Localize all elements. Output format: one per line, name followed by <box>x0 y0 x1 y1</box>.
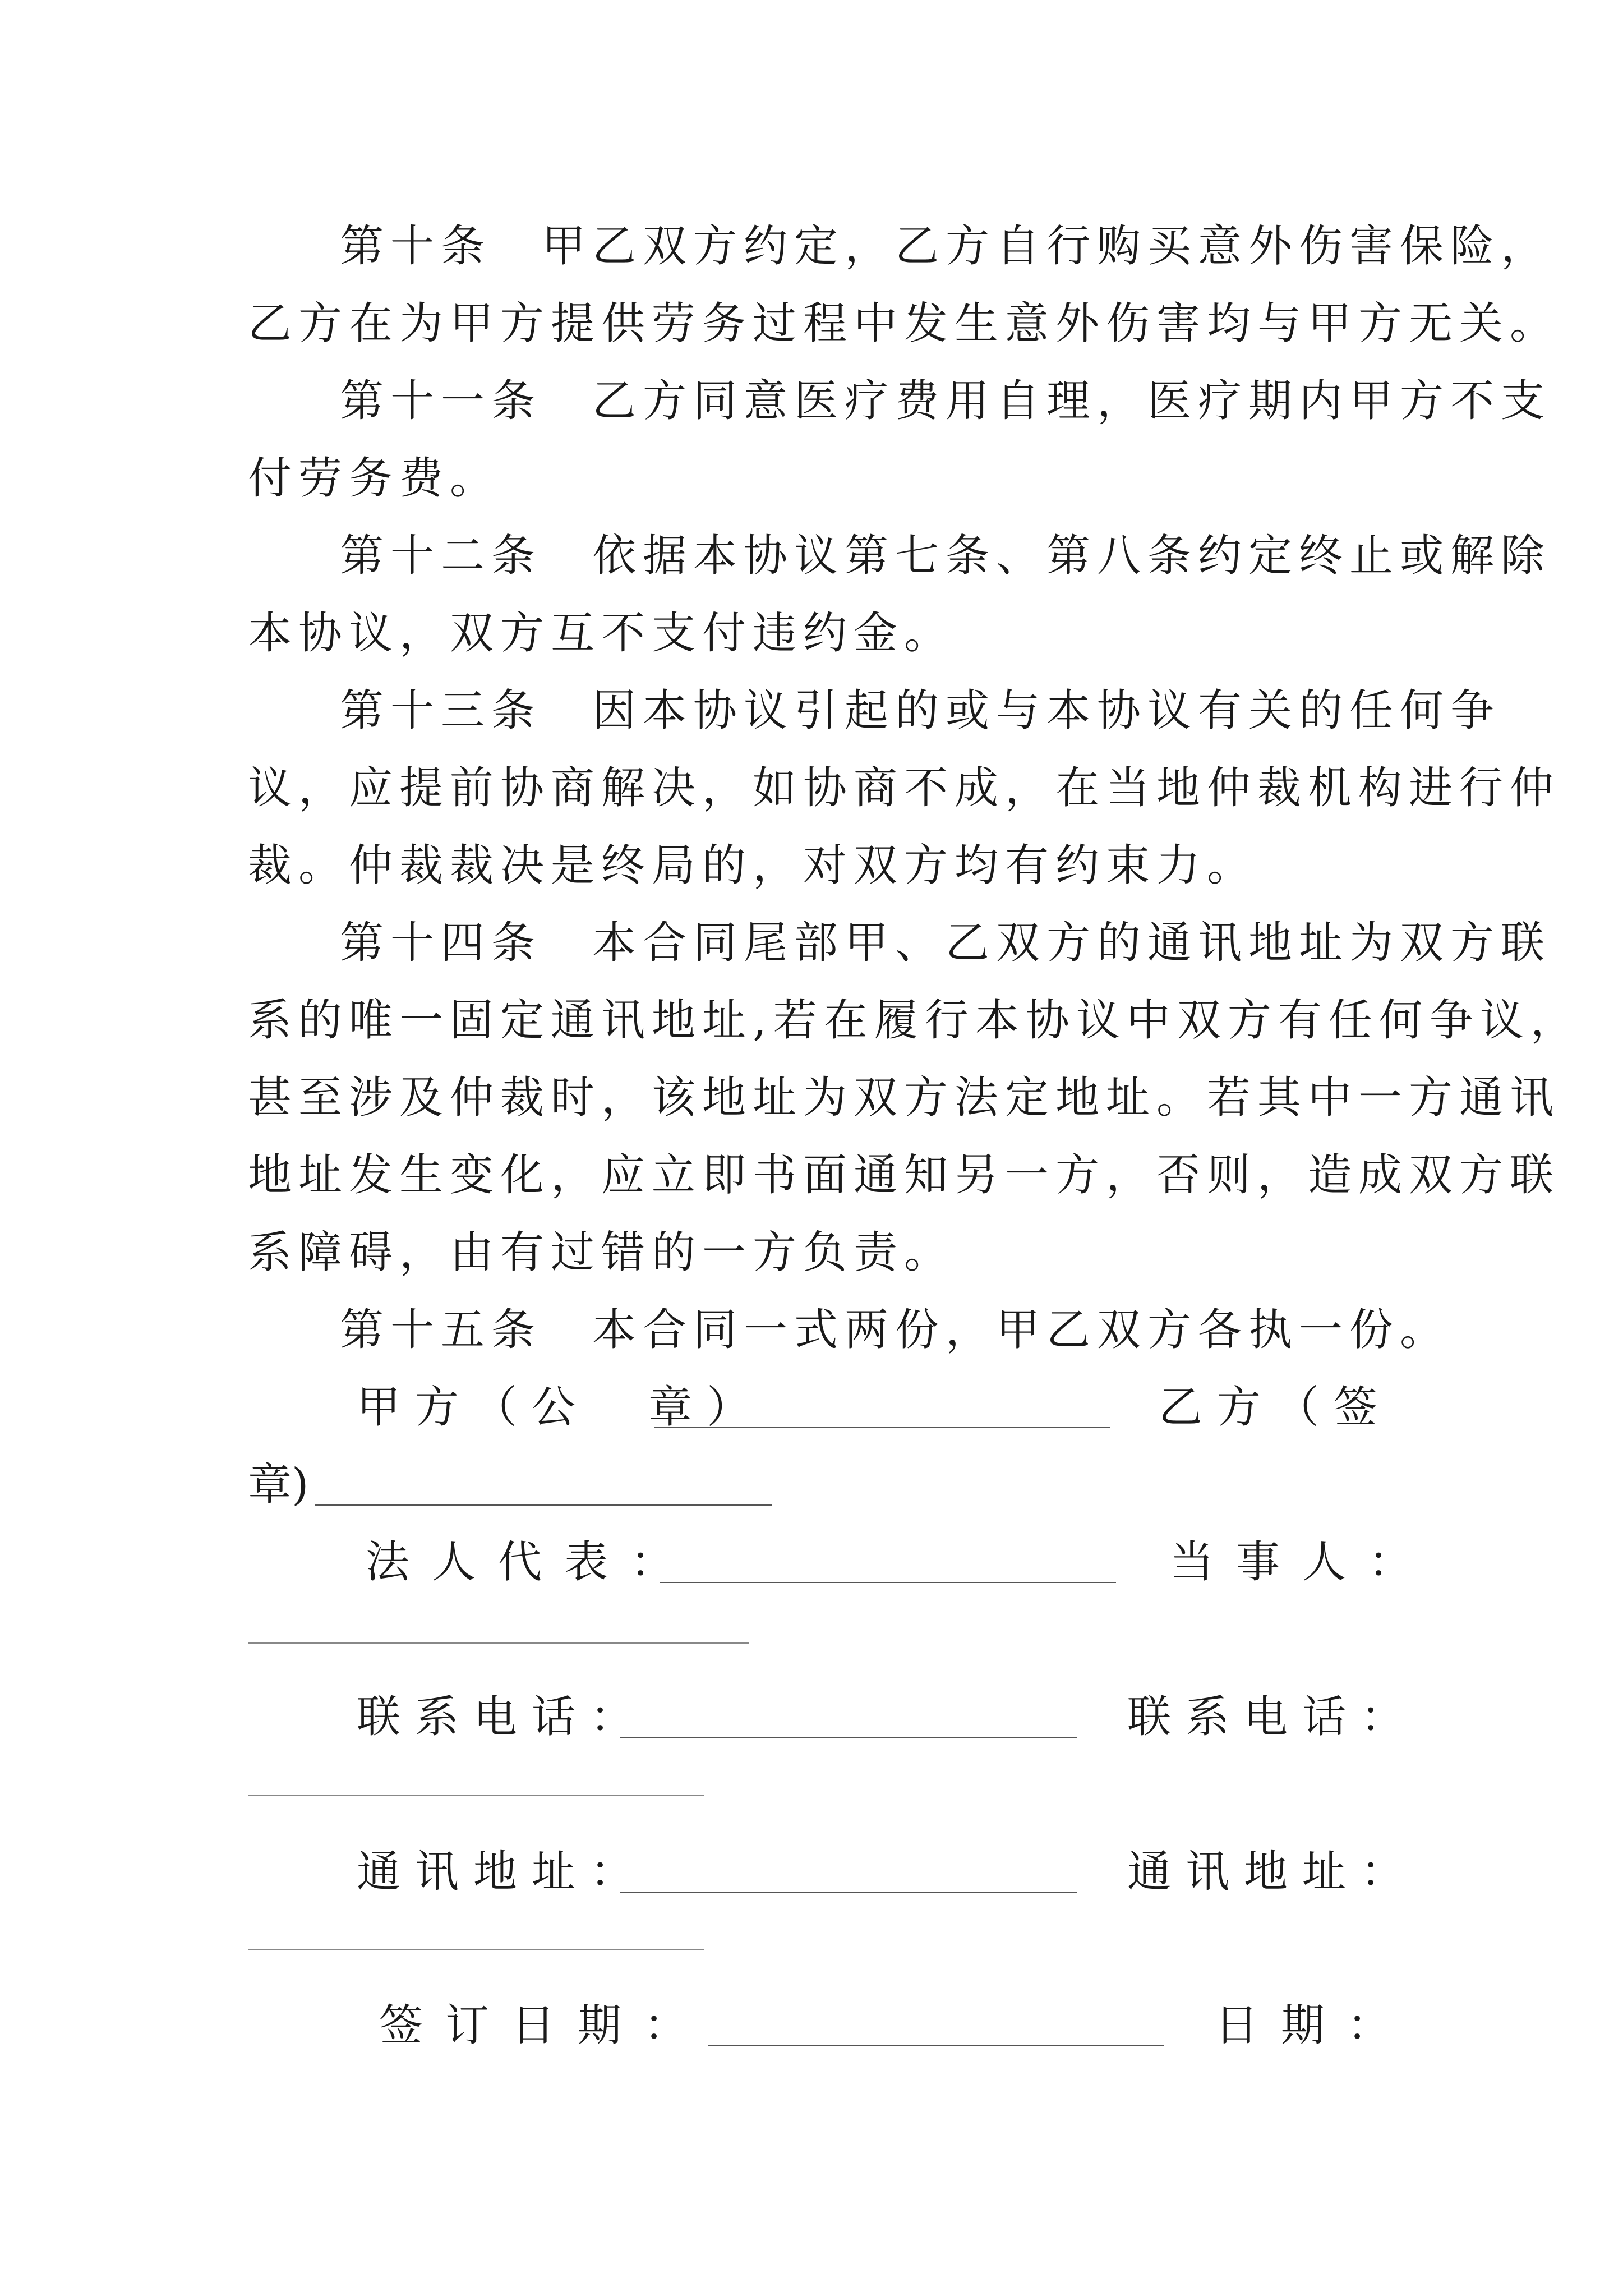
party-a-seal-blank[interactable] <box>654 1392 1110 1428</box>
article-14-line-4: 地址发生变化，应立即书面通知另一方，否则，造成双方联 <box>248 1150 1561 1200</box>
article-13-line-1: 第十三条 因本协议引起的或与本协议有关的任何争 <box>340 685 1501 736</box>
article-14-line-1: 第十四条 本合同尾部甲、乙双方的通讯地址为双方联 <box>340 918 1552 968</box>
article-11-line-2: 付劳务费。 <box>248 453 501 504</box>
party-b-sign-label: 乙方（签 <box>1159 1382 1393 1433</box>
address-a-blank[interactable] <box>620 1857 1077 1893</box>
address-b-label: 通讯地址： <box>1127 1847 1419 1897</box>
article-12-line-1: 第十二条 依据本协议第七条、第八条约定终止或解除 <box>340 531 1552 581</box>
article-15-line-1: 第十五条 本合同一式两份，甲乙双方各执一份。 <box>340 1305 1451 1355</box>
date-b-label: 日期： <box>1215 2000 1414 2051</box>
phone-b-blank[interactable] <box>248 1795 704 1796</box>
phone-a-label: 联系电话： <box>357 1692 649 1742</box>
party-b-person-blank[interactable] <box>248 1642 749 1644</box>
article-11-line-1: 第十一条 乙方同意医疗费用自理，医疗期内甲方不支 <box>340 376 1552 426</box>
sign-date-label: 签订日期： <box>379 2000 711 2051</box>
article-10-line-1: 第十条 甲乙双方约定，乙方自行购买意外伤害保险， <box>340 221 1552 272</box>
sign-date-blank[interactable] <box>708 2010 1164 2046</box>
legal-rep-blank[interactable] <box>660 1547 1116 1583</box>
article-14-line-2: 系的唯一固定通讯地址,若在履行本协议中双方有任何争议， <box>248 995 1581 1046</box>
phone-a-blank[interactable] <box>620 1702 1077 1738</box>
article-14-line-5: 系障碍，由有过错的一方负责。 <box>248 1227 955 1278</box>
article-13-line-2: 议，应提前协商解决，如协商不成，在当地仲裁机构进行仲 <box>248 763 1561 813</box>
party-a-seal-label: 甲方（公 章） <box>357 1382 766 1433</box>
article-12-line-2: 本协议，双方互不支付违约金。 <box>248 608 955 659</box>
party-b-sign-blank[interactable] <box>315 1470 772 1506</box>
phone-b-label: 联系电话： <box>1127 1692 1419 1742</box>
article-14-line-3: 甚至涉及仲裁时，该地址为双方法定地址。若其中一方通讯 <box>248 1073 1561 1123</box>
address-b-blank[interactable] <box>248 1949 704 1950</box>
article-10-line-2: 乙方在为甲方提供劳务过程中发生意外伤害均与甲方无关。 <box>248 298 1561 349</box>
legal-rep-label: 法人代表： <box>366 1537 697 1588</box>
party-b-person-label: 当事人： <box>1170 1537 1435 1588</box>
party-b-sign-label-cont: 章) <box>248 1460 309 1510</box>
article-13-line-3: 裁。仲裁裁决是终局的，对双方均有约束力。 <box>248 840 1258 891</box>
address-a-label: 通讯地址： <box>357 1847 649 1897</box>
